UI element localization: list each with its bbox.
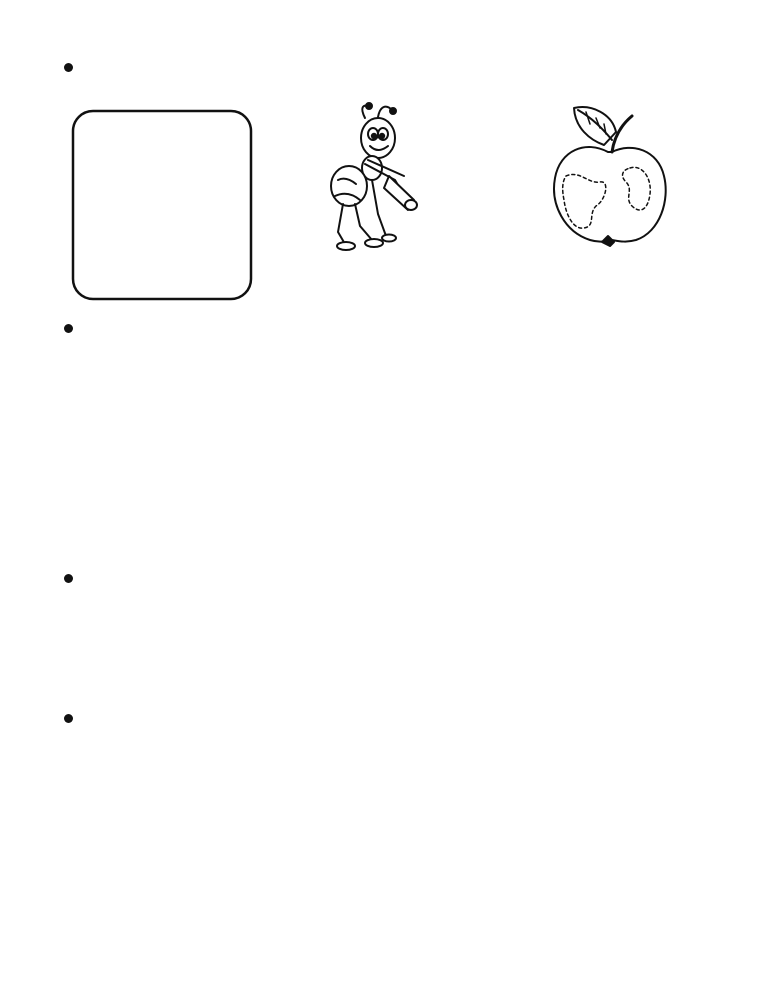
ant-illustration — [331, 103, 417, 250]
letter-card-frame — [73, 111, 251, 299]
apple-illustration — [554, 107, 666, 246]
